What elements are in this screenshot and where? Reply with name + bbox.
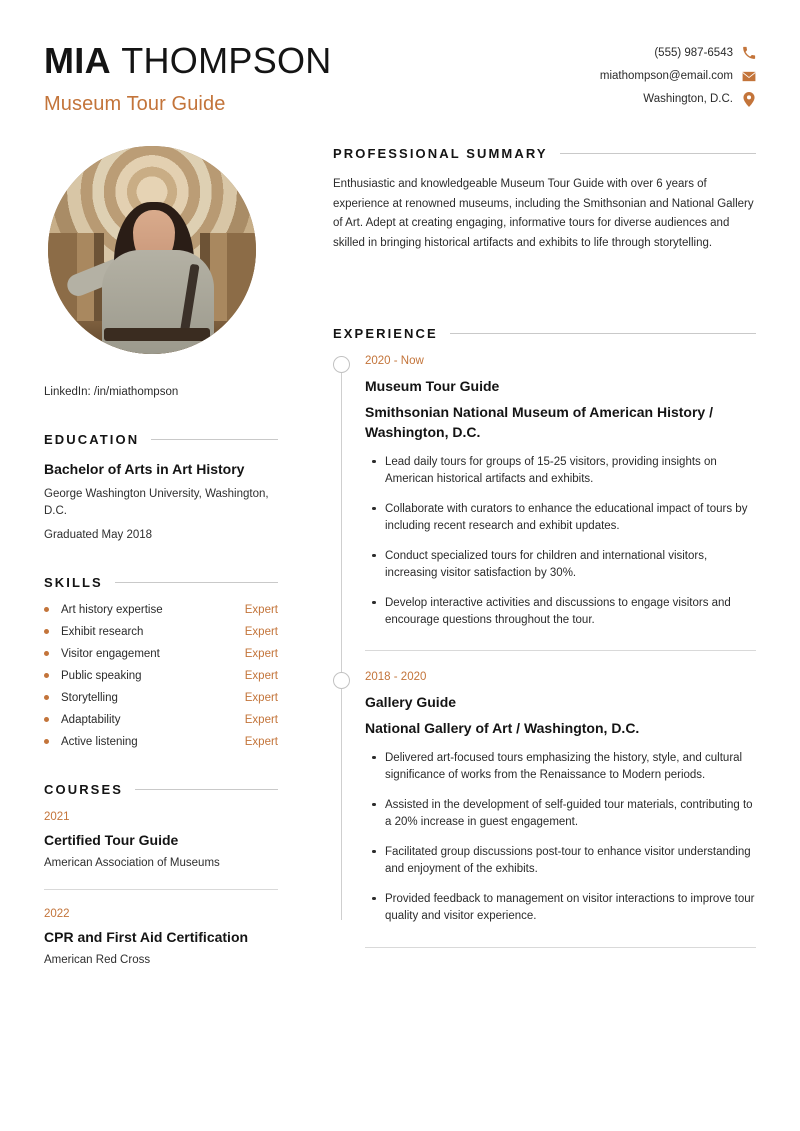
contact-phone-text: (555) 987-6543 [654,47,733,59]
linkedin-text[interactable]: LinkedIn: /in/miathompson [44,385,179,398]
bullet-dot-icon [44,695,49,700]
education-section [44,432,278,541]
experience-date: 2020 - Now [365,354,424,367]
experience-org: Smithsonian National Museum of American History / Washington, D.C. [365,403,713,440]
skill-name: Exhibit research [61,625,144,638]
skill-name: Active listening [61,735,138,748]
bullet-item: Delivered art-focused tours emphasizing the history, style, and cultural significance of works from the Renaissance to Modern periods. [385,750,756,785]
experience-role: Gallery Guide [365,693,457,710]
experience-timeline [333,355,756,949]
summary-text: Enthusiastic and knowledgeable Museum Tour Guide with over 6 years of experience at renowned museums, including the Smithsonian and National Gallery of Art. Adept at creating engaging, informative tours for diverse audiences and skilled in bringing historical artifacts and exhibits to life through storytelling. [333,177,754,250]
list-item [44,670,278,682]
experience-date: 2018 - 2020 [365,670,427,683]
bullet-dot-icon [44,651,49,656]
divider [44,889,278,890]
course-org: American Association of Museums [44,856,220,869]
list-item [44,604,278,616]
first-name: MIA [44,40,111,81]
avatar [48,146,256,354]
bullet-item: Provided feedback to management on visitor interactions to improve tour quality and visitor experience. [385,891,756,926]
contact-location[interactable] [600,92,756,106]
bullet-item: Develop interactive activities and discussions to engage visitors and encourage questions throughout the tour. [385,595,756,630]
list-item [44,648,278,660]
main-column [284,146,756,966]
courses-heading [44,782,278,797]
divider [365,947,756,948]
summary-section [333,146,756,254]
resume-header [44,36,756,116]
contact-email[interactable] [600,69,756,83]
name-block [44,40,332,116]
skill-name: Adaptability [61,713,121,726]
heading-rule [560,153,756,154]
heading-rule [151,439,278,440]
timeline-line [341,367,342,921]
bullet-dot-icon [44,629,49,634]
education-heading-text: EDUCATION [44,431,140,447]
experience-item [365,355,756,630]
timeline-marker-icon [333,672,350,689]
heading-rule [135,789,278,790]
page-title [44,42,332,81]
courses-heading-text: COURSES [44,781,123,797]
skill-level: Expert [244,713,278,726]
skill-level: Expert [244,625,278,638]
experience-section [333,326,756,949]
bullet-item: Lead daily tours for groups of 15-25 visitors, providing insights on American historical artifacts and exhibits. [385,454,756,489]
divider [365,650,756,651]
experience-heading [333,326,756,341]
course-org: American Red Cross [44,953,151,966]
skills-section [44,575,278,748]
skill-level: Expert [244,603,278,616]
contact-email-text: miathompson@email.com [599,70,733,82]
resume-body [44,146,756,966]
bullet-item: Facilitated group discussions post-tour to enhance visitor understanding and enjoyment of the exhibits. [385,844,756,879]
bullet-dot-icon [44,739,49,744]
list-item [44,692,278,704]
skill-level: Expert [244,669,278,682]
sidebar [44,146,284,966]
course-year: 2021 [44,810,70,823]
last-name: THOMPSON [121,40,332,81]
phone-icon [742,46,756,60]
skill-level: Expert [244,647,278,660]
experience-org: National Gallery of Art / Washington, D.C. [365,719,640,736]
list-item [44,714,278,726]
course-name: CPR and First Aid Certification [44,928,249,945]
experience-item [365,671,756,926]
contact-location-text: Washington, D.C. [643,93,733,105]
skills-heading-text: SKILLS [44,574,103,590]
list-item [44,908,278,966]
experience-bullets [365,750,756,926]
education-date: Graduated May 2018 [44,528,153,541]
timeline-marker-icon [333,356,350,373]
heading-rule [115,582,278,583]
experience-heading-text: EXPERIENCE [333,325,438,341]
skill-name: Public speaking [61,669,142,682]
experience-role: Museum Tour Guide [365,377,500,394]
envelope-icon [742,69,756,83]
location-pin-icon [742,92,756,106]
summary-heading-text: PROFESSIONAL SUMMARY [333,145,548,161]
contact-block [600,40,756,106]
education-school: George Washington University, Washington, D.C. [44,487,269,517]
job-title: Museum Tour Guide [44,92,226,115]
course-name: Certified Tour Guide [44,831,179,848]
bullet-dot-icon [44,607,49,612]
bullet-item: Assisted in the development of self-guided tour materials, contributing to a 20% increase in guest engagement. [385,797,756,832]
skill-level: Expert [244,735,278,748]
experience-bullets [365,454,756,630]
education-degree: Bachelor of Arts in Art History [44,460,245,477]
list-item [44,736,278,748]
skill-level: Expert [244,691,278,704]
education-heading [44,432,278,447]
bullet-item: Conduct specialized tours for children and international visitors, increasing visitor satisfaction by 30%. [385,548,756,583]
skill-name: Storytelling [61,691,118,704]
bullet-dot-icon [44,673,49,678]
courses-section [44,782,278,966]
skill-name: Art history expertise [61,603,163,616]
course-year: 2022 [44,907,70,920]
skills-heading [44,575,278,590]
summary-heading [333,146,756,161]
heading-rule [450,333,756,334]
skill-name: Visitor engagement [61,647,160,660]
avatar-belt [104,328,210,341]
bullet-dot-icon [44,717,49,722]
list-item [44,811,278,869]
contact-phone[interactable] [600,46,756,60]
list-item [44,626,278,638]
bullet-item: Collaborate with curators to enhance the educational impact of tours by including recent research and exhibit updates. [385,501,756,536]
